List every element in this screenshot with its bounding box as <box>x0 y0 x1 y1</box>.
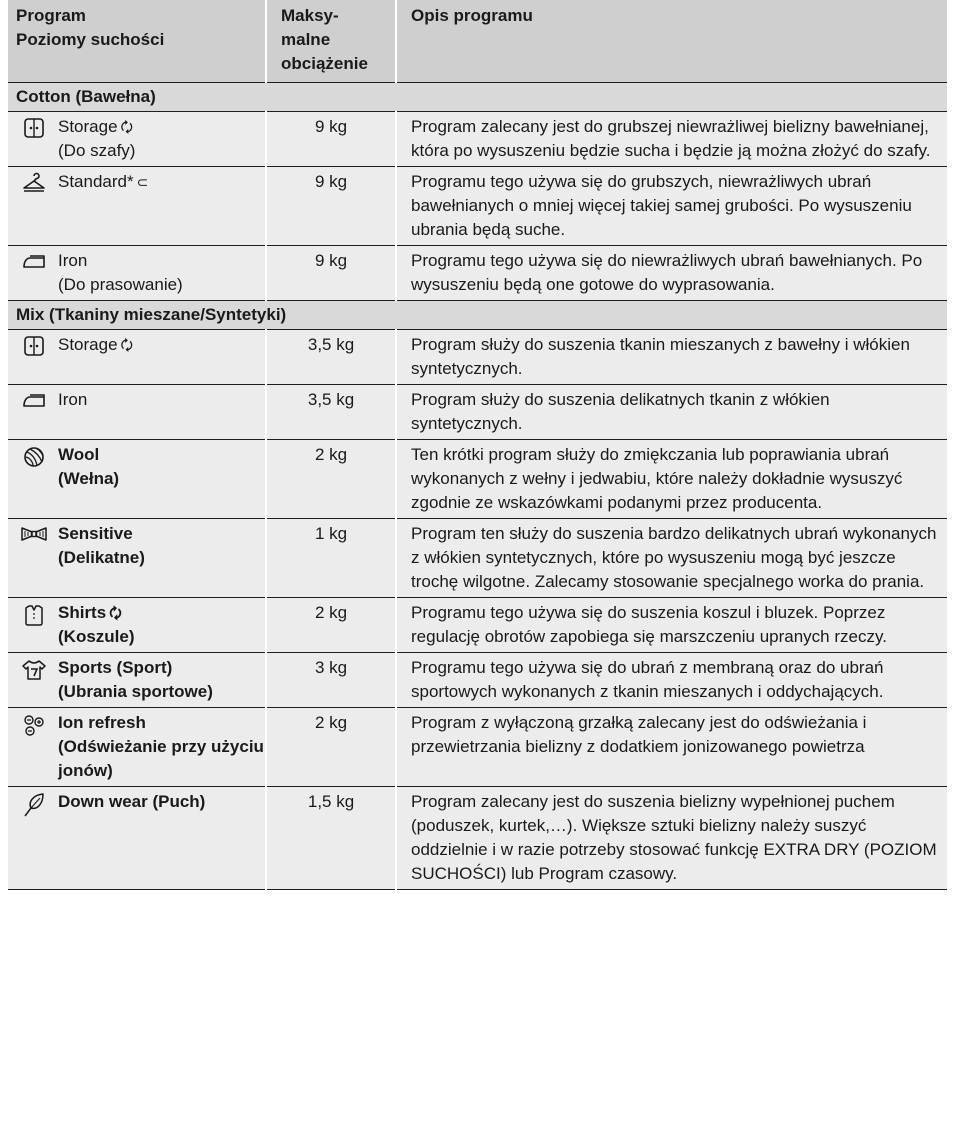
program-description: Programu tego używa się do niewrażliwych ubrań bawełnianych. Po wysuszeniu będą one gotowe do wyprasowania. <box>396 246 947 301</box>
program-description: Program zalecany jest do suszenia bielizny wypełnionej puchem (poduszek, kurtek,…). Większe sztuki bielizny należy suszyć oddzielnie i w razie potrzeby stosować funkcję EXTRA DRY (POZIOM SUCHOŚCI) lub Program czasowy. <box>396 787 947 890</box>
table-row <box>8 787 947 890</box>
max-load: 9 kg <box>266 112 396 167</box>
max-load: 2 kg <box>266 708 396 787</box>
program-name: Standard* ⊂ <box>56 167 266 246</box>
program-name: Wool (Wełna) <box>56 440 266 519</box>
program-name: Storage 🗘 (Do szafy) <box>56 112 266 167</box>
program-name: Sensitive (Delikatne) <box>56 519 266 598</box>
program-name: Iron <box>56 385 266 440</box>
program-description: Program służy do suszenia tkanin mieszanych z bawełny i włókien syntetycznych. <box>396 330 947 385</box>
program-description: Programu tego używa się do grubszych, niewrażliwych ubrań bawełnianych o mniej więcej takiej samej grubości. Po wysuszeniu ubrania będą suche. <box>396 167 947 246</box>
section-cotton: Cotton (Bawełna) <box>8 83 947 112</box>
table-header <box>8 0 947 83</box>
cupboard-icon <box>8 330 56 385</box>
max-load: 9 kg <box>266 246 396 301</box>
bow-icon <box>8 519 56 598</box>
max-load: 3,5 kg <box>266 330 396 385</box>
program-description: Programu tego używa się do suszenia koszul i bluzek. Poprzez regulację obrotów zapobiega się marszczeniu upranych rzeczy. <box>396 598 947 653</box>
standard-symbol-icon: ⊂ <box>136 174 149 190</box>
table-row <box>8 167 947 246</box>
wool-ball-icon <box>8 440 56 519</box>
cupboard-icon <box>8 112 56 167</box>
table-row <box>8 440 947 519</box>
header-program: Program Poziomy suchości <box>8 0 266 83</box>
table-row <box>8 112 947 167</box>
shirt-icon <box>8 598 56 653</box>
max-load: 2 kg <box>266 598 396 653</box>
max-load: 3 kg <box>266 653 396 708</box>
program-description: Program ten służy do suszenia bardzo delikatnych ubrań wykonanych z włókien syntetycznych, które po wysuszeniu mogą być jeszcze trochę wilgotne. Zalecamy stosowanie specjalnego worka do prania. <box>396 519 947 598</box>
iron-icon <box>8 246 56 301</box>
program-name: Ion refresh (Odświeżanie przy użyciu jonów) <box>56 708 266 787</box>
max-load: 9 kg <box>266 167 396 246</box>
program-table <box>8 0 947 890</box>
max-load: 3,5 kg <box>266 385 396 440</box>
header-max-load: Maksy- malne obciążenie <box>266 0 396 83</box>
section-mix: Mix (Tkaniny mieszane/Syntetyki) <box>8 301 947 330</box>
shirts-symbol-icon: 🗘 <box>109 605 122 621</box>
program-description: Program zalecany jest do grubszej niewrażliwej bielizny bawełnianej, która po wysuszeniu będzie sucha i będzie ją można złożyć do szafy. <box>396 112 947 167</box>
table-row <box>8 519 947 598</box>
table-row <box>8 708 947 787</box>
table-row <box>8 598 947 653</box>
program-description: Ten krótki program służy do zmiękczania lub poprawiania ubrań wykonanych z wełny i jedwabiu, które należy dokładnie wysuszyć zgodnie ze wskazówkami podanymi przez producenta. <box>396 440 947 519</box>
storage-symbol-icon: 🗘 <box>120 119 134 135</box>
header-description: Opis programu <box>396 0 947 83</box>
program-description: Program służy do suszenia delikatnych tkanin z włókien syntetycznych. <box>396 385 947 440</box>
program-name: Shirts 🗘 (Koszule) <box>56 598 266 653</box>
hanger-icon <box>8 167 56 246</box>
max-load: 2 kg <box>266 440 396 519</box>
max-load: 1 kg <box>266 519 396 598</box>
iron-icon <box>8 385 56 440</box>
program-description: Programu tego używa się do ubrań z membraną oraz do ubrań sportowych wykonanych z tkanin mieszanych i oddychających. <box>396 653 947 708</box>
sports-shirt-icon <box>8 653 56 708</box>
ion-icon <box>8 708 56 787</box>
table-row <box>8 246 947 301</box>
program-name: Sports (Sport) (Ubrania sportowe) <box>56 653 266 708</box>
table-row <box>8 330 947 385</box>
storage-symbol-icon: 🗘 <box>120 337 134 353</box>
table-row <box>8 385 947 440</box>
program-name: Down wear (Puch) <box>56 787 266 890</box>
program-name: Iron (Do prasowanie) <box>56 246 266 301</box>
program-description: Program z wyłączoną grzałką zalecany jest do odświeżania i przewietrzania bielizny z dodatkiem jonizowanego powietrza <box>396 708 947 787</box>
max-load: 1,5 kg <box>266 787 396 890</box>
feather-icon <box>8 787 56 890</box>
table-row <box>8 653 947 708</box>
program-name: Storage 🗘 <box>56 330 266 385</box>
